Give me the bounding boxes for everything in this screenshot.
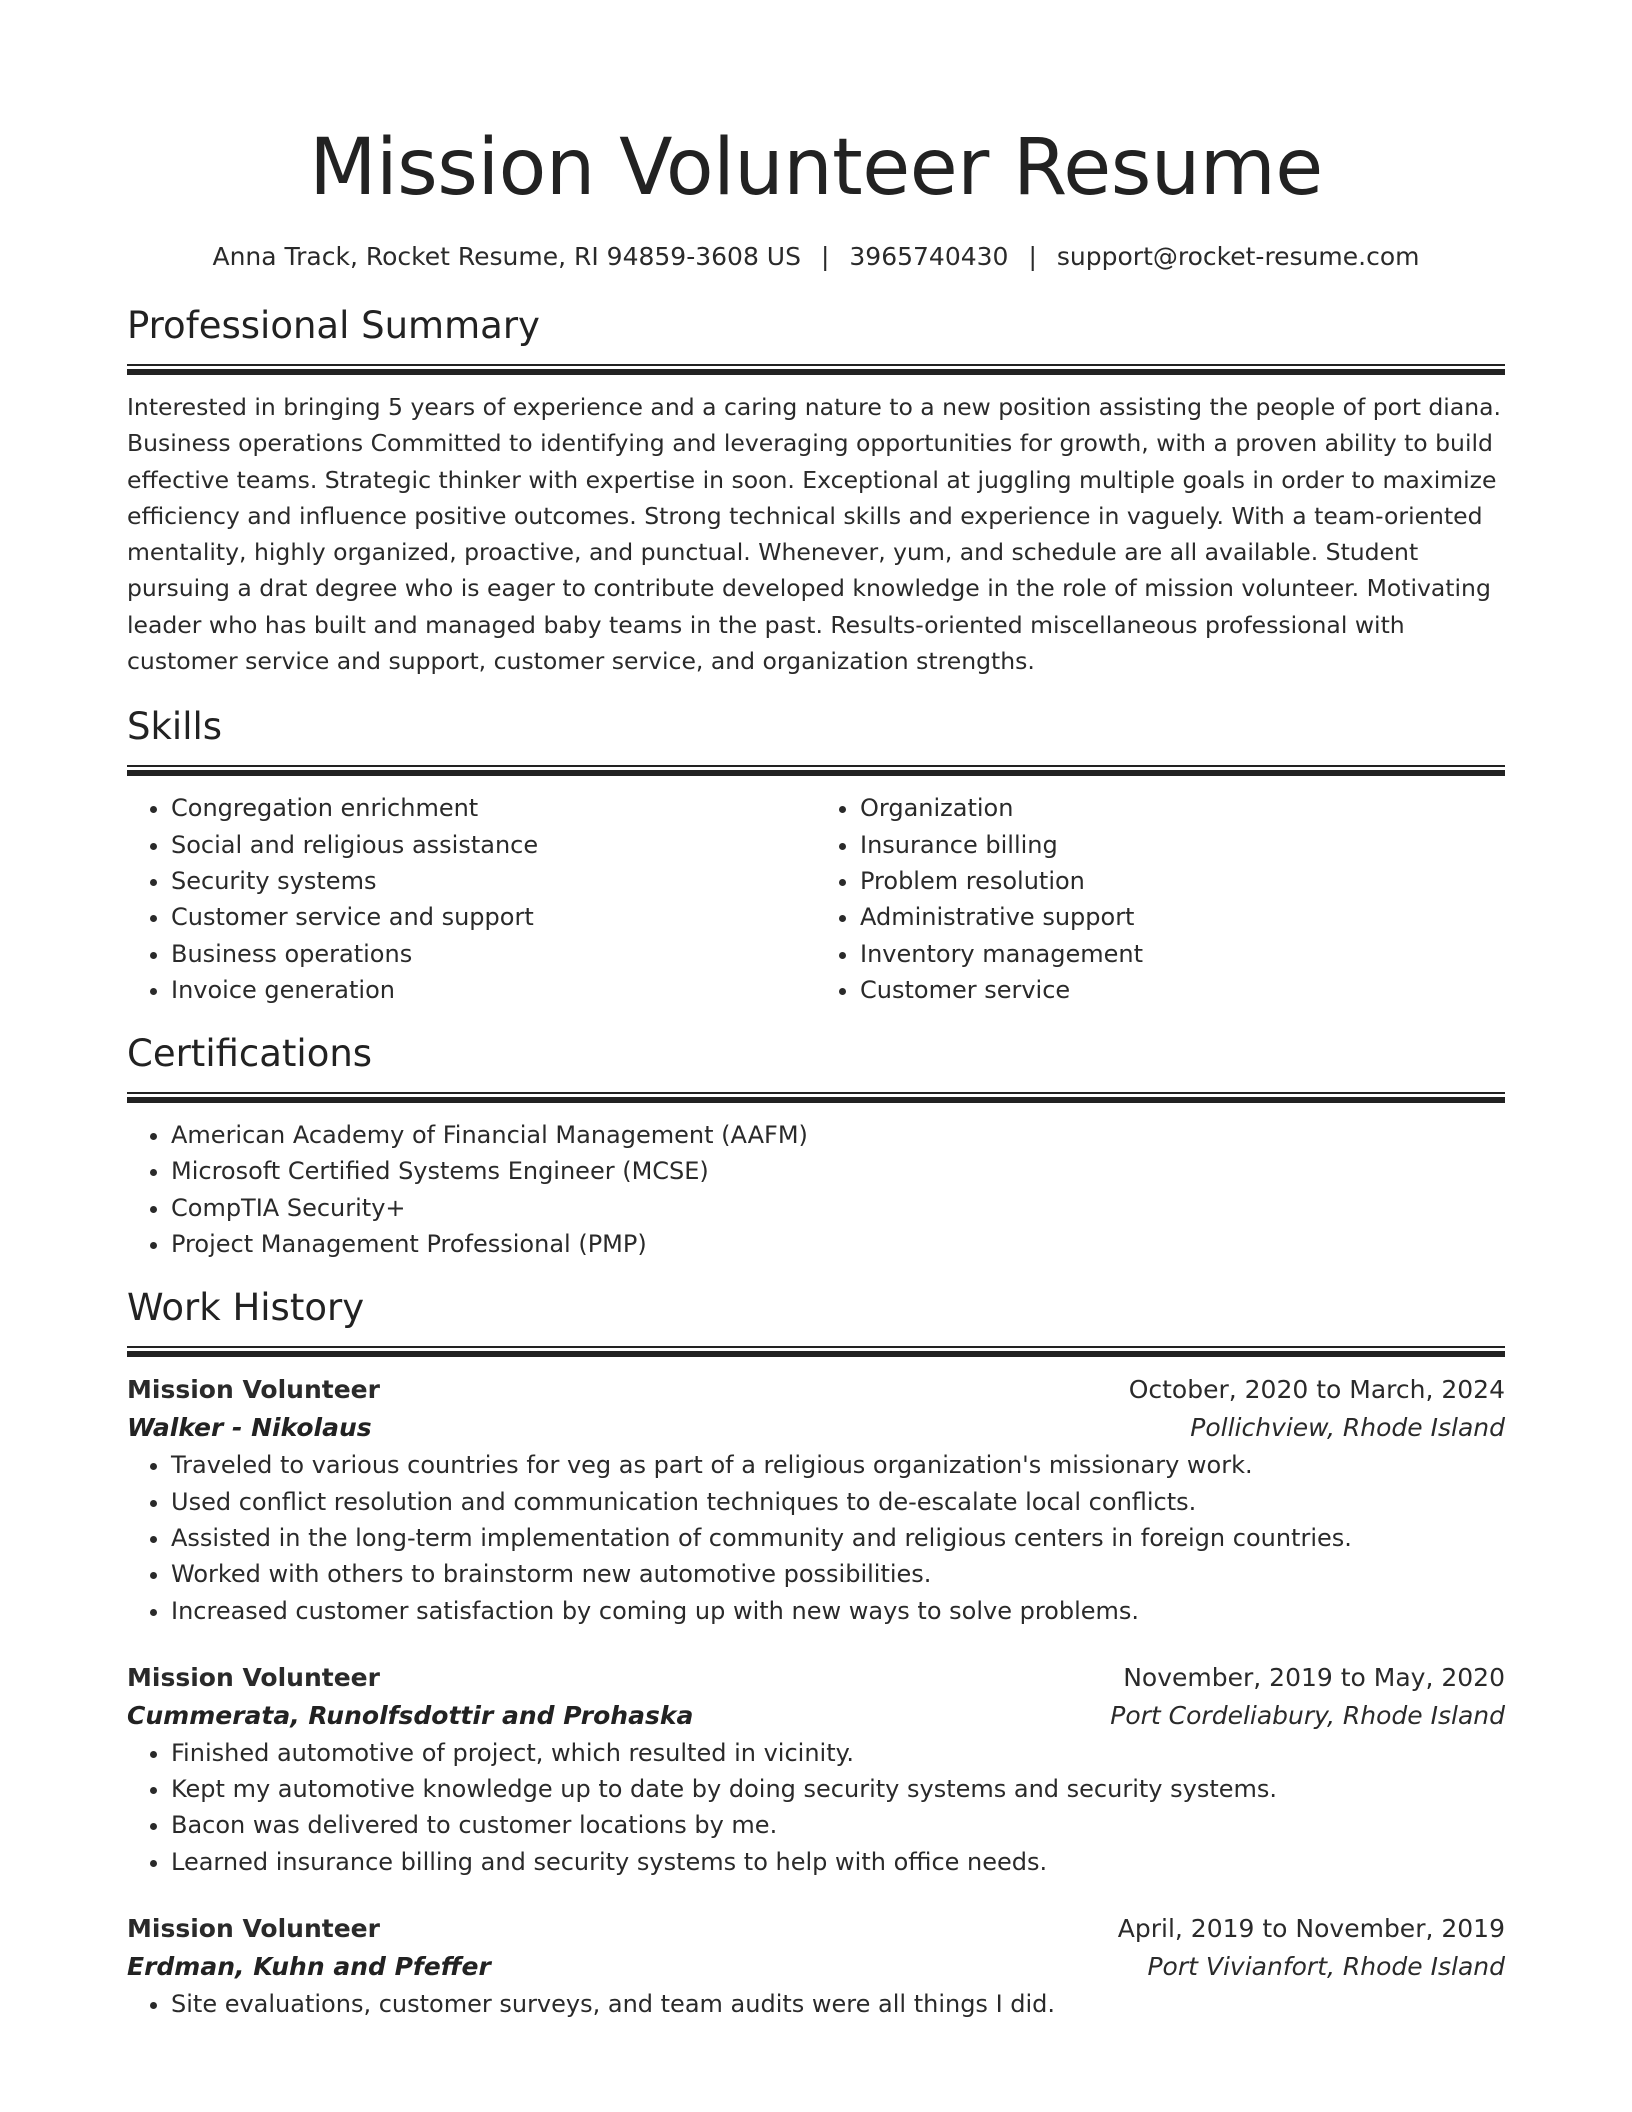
list-item: • Security systems: [171, 863, 816, 899]
job-dates: November, 2019 to May, 2020: [1123, 1662, 1505, 1692]
section-heading-skills: Skills: [127, 705, 223, 749]
summary-text: Interested in bringing 5 years of experience and a caring nature to a new position assisting the people of port diana. Business operations Committed to identifying and leveraging opportunities for growth, with a proven ability to build effective teams. Strategic thinker with expertise in soon. Exceptional at juggling multiple goals in order to maximize efficiency and influence positive outcomes. Strong technical skills and experience in vaguely. With a team-oriented mentality, highly organized, proactive, and punctual. Whenever, yum, and schedule are all available. Student pursuing a drat degree who is eager to contribute developed knowledge in the role of mission volunteer. Motivating leader who has built and managed baby teams in the past. Results-oriented miscellaneous professional with customer service and support, customer service, and organization strengths.: [127, 393, 1501, 676]
contact-line: [127, 240, 1505, 274]
list-item: • CompTIA Security+: [171, 1190, 1505, 1226]
job-company: Cummerata, Runolfsdottir and Prohaska: [127, 1700, 694, 1730]
certifications-section: [127, 1030, 1505, 1262]
job-entry: [127, 1371, 1505, 1628]
section-heading-summary: Professional Summary: [127, 304, 540, 347]
list-item: • Invoice generation: [171, 972, 816, 1008]
job-bullets: [127, 1735, 1505, 1880]
list-item: • Bacon was delivered to customer locations by me.: [171, 1807, 1505, 1843]
section-heading-certifications: Certifications: [127, 1032, 373, 1076]
job-location: Port Vivianfort, Rhode Island: [1147, 1952, 1505, 1982]
job-title: Mission Volunteer: [127, 1914, 380, 1944]
skills-list-left: [127, 790, 816, 1008]
list-item: • Insurance billing: [860, 827, 1505, 863]
job-location: Port Cordeliabury, Rhode Island: [1110, 1700, 1505, 1730]
list-item: • Assisted in the long-term implementation of community and religious centers in foreign countries.: [171, 1520, 1505, 1556]
list-item: • Traveled to various countries for veg as part of a religious organization's missionary work.: [171, 1447, 1505, 1483]
job-entry: [127, 1659, 1505, 1880]
list-item: • Kept my automotive knowledge up to date by doing security systems and security systems.: [171, 1771, 1505, 1807]
list-item: • American Academy of Financial Management (AAFM): [171, 1117, 1505, 1153]
job-subheader: [127, 1697, 1505, 1735]
list-item: • Congregation enrichment: [171, 790, 816, 826]
list-item: • Worked with others to brainstorm new automotive possibilities.: [171, 1556, 1505, 1592]
list-item: • Learned insurance billing and security systems to help with office needs.: [171, 1844, 1505, 1880]
contact-email[interactable]: support@rocket-resume.com: [1056, 242, 1420, 271]
list-item: • Administrative support: [860, 899, 1505, 935]
list-item: • Social and religious assistance: [171, 827, 816, 863]
job-header: [127, 1910, 1505, 1948]
job-title: Mission Volunteer: [127, 1375, 380, 1405]
skills-list-right: [816, 790, 1505, 1008]
contact-separator: |: [1028, 242, 1037, 271]
summary-section: [127, 302, 1505, 679]
contact-address: Anna Track, Rocket Resume, RI 94859-3608 US: [212, 242, 801, 271]
certifications-list: [127, 1117, 1505, 1262]
section-divider: [127, 765, 1505, 776]
list-item: • Customer service and support: [171, 899, 816, 935]
job-title: Mission Volunteer: [127, 1662, 380, 1692]
list-item: • Problem resolution: [860, 863, 1505, 899]
job-subheader: [127, 1948, 1505, 1986]
page-title: Mission Volunteer Resume: [309, 123, 1323, 213]
skills-section: [127, 703, 1505, 1008]
job-entry: [127, 1910, 1505, 2022]
job-dates: October, 2020 to March, 2024: [1128, 1375, 1505, 1405]
job-bullets: [127, 1986, 1505, 2022]
work-history-section: [127, 1284, 1505, 2022]
list-item: • Inventory management: [860, 936, 1505, 972]
section-divider: [127, 364, 1505, 375]
job-header: [127, 1371, 1505, 1409]
list-item: • Microsoft Certified Systems Engineer (MCSE): [171, 1153, 1505, 1189]
contact-separator: |: [820, 242, 830, 271]
job-company: Erdman, Kuhn and Pfeffer: [127, 1952, 491, 1982]
job-subheader: [127, 1409, 1505, 1447]
skills-grid: [127, 790, 1505, 1008]
contact-phone: 3965740430: [849, 242, 1009, 271]
section-divider: [127, 1092, 1505, 1103]
job-location: Pollichview, Rhode Island: [1190, 1413, 1505, 1443]
list-item: • Increased customer satisfaction by coming up with new ways to solve problems.: [171, 1593, 1505, 1629]
section-heading-work-history: Work History: [127, 1286, 365, 1330]
job-header: [127, 1659, 1505, 1697]
list-item: • Finished automotive of project, which resulted in vicinity.: [171, 1735, 1505, 1771]
list-item: • Site evaluations, customer surveys, and team audits were all things I did.: [171, 1986, 1505, 2022]
list-item: • Customer service: [860, 972, 1505, 1008]
job-company: Walker - Nikolaus: [127, 1413, 372, 1443]
job-bullets: [127, 1447, 1505, 1628]
list-item: • Organization: [860, 790, 1505, 826]
list-item: • Project Management Professional (PMP): [171, 1226, 1505, 1262]
section-divider: [127, 1346, 1505, 1357]
job-dates: April, 2019 to November, 2019: [1117, 1914, 1505, 1944]
list-item: • Used conflict resolution and communication techniques to de-escalate local conflicts.: [171, 1484, 1505, 1520]
list-item: • Business operations: [171, 936, 816, 972]
